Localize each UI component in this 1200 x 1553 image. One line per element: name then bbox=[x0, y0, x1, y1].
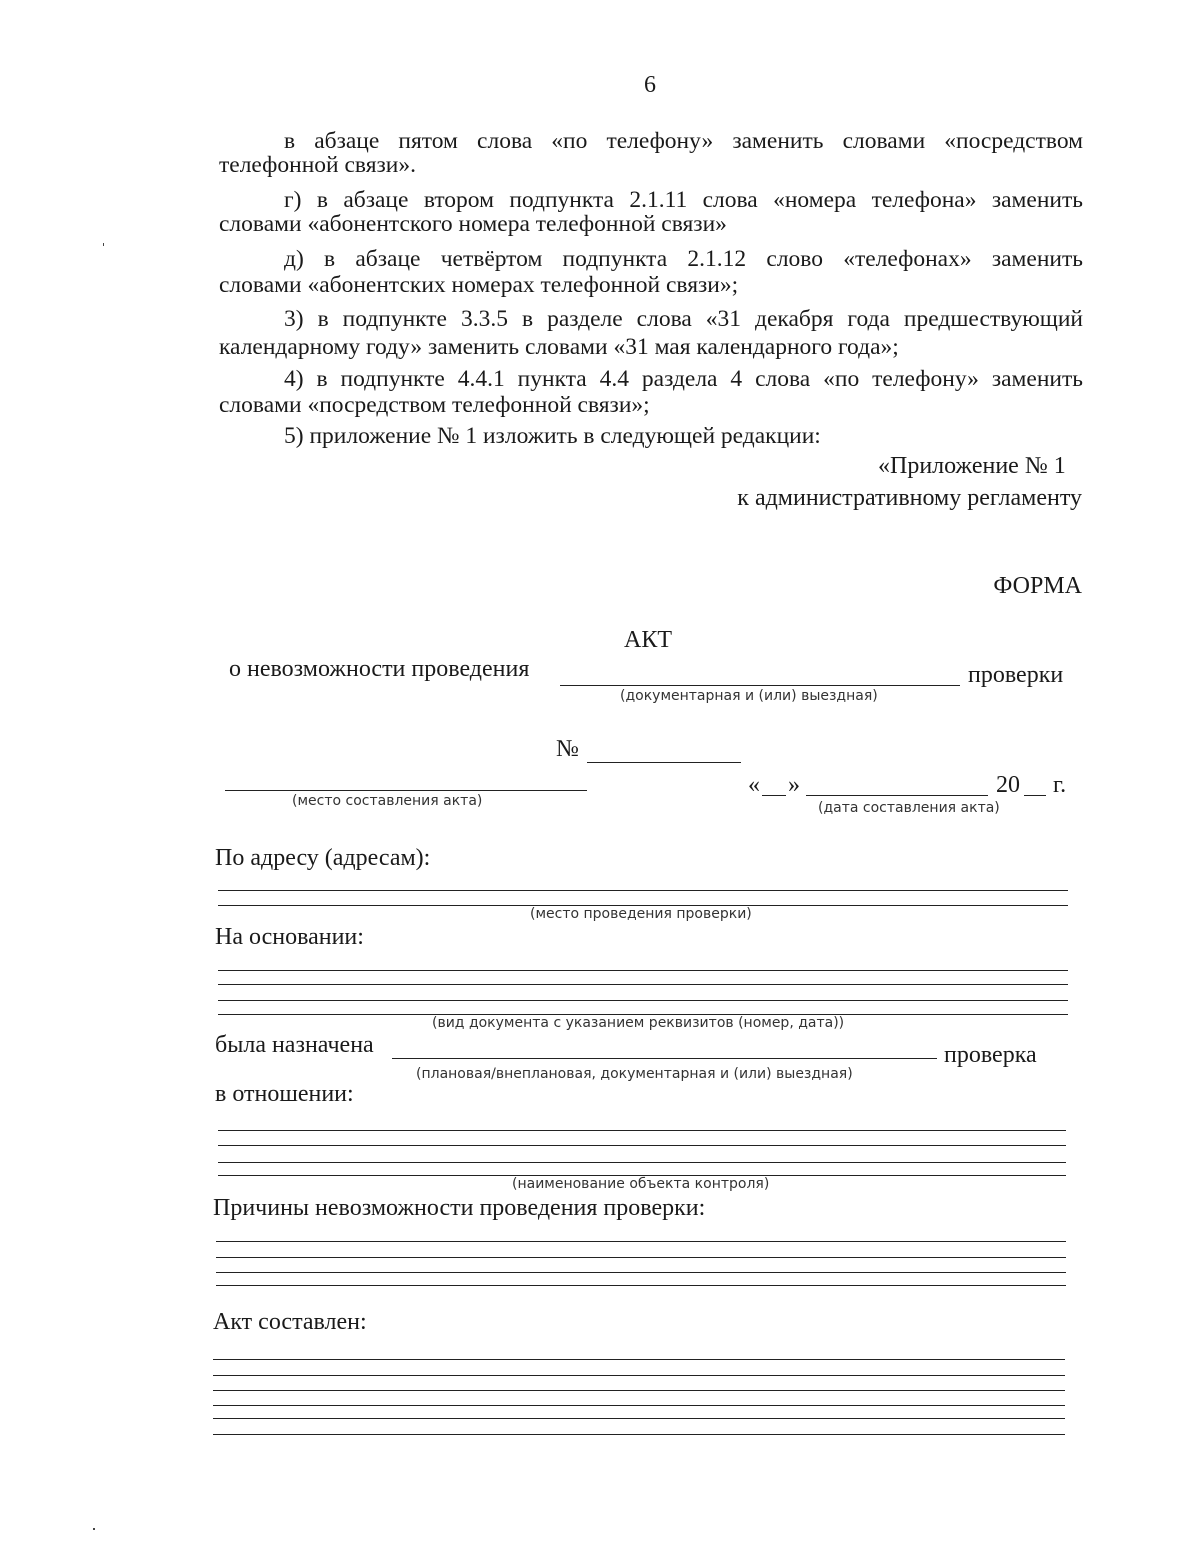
date-quote-open: « bbox=[748, 772, 760, 798]
address-caption: (место проведения проверки) bbox=[530, 906, 752, 922]
compiled-label: Акт составлен: bbox=[213, 1309, 367, 1335]
date-year-line bbox=[1024, 795, 1046, 796]
amendment-line: телефонной связи». bbox=[219, 152, 416, 178]
compiled-line bbox=[213, 1405, 1065, 1406]
basis-line bbox=[218, 1000, 1068, 1001]
regarding-line bbox=[218, 1145, 1066, 1146]
date-year-prefix: 20 bbox=[996, 772, 1020, 798]
place-caption: (место составления акта) bbox=[292, 793, 483, 809]
reasons-line bbox=[216, 1241, 1066, 1242]
compiled-line bbox=[213, 1418, 1065, 1419]
date-month-line bbox=[806, 795, 988, 796]
date-caption: (дата составления акта) bbox=[818, 800, 1000, 816]
amendment-line: календарному году» заменить словами «31 мая календарного года»; bbox=[219, 334, 899, 360]
act-subtitle-left: о невозможности проведения bbox=[229, 656, 530, 682]
regarding-line bbox=[218, 1130, 1066, 1131]
amendment-line: д) в абзаце четвёртом подпункта 2.1.12 слово «телефонах» заменить bbox=[284, 246, 1083, 272]
form-label: ФОРМА bbox=[993, 573, 1082, 599]
scan-speck bbox=[93, 1528, 95, 1530]
basis-line bbox=[218, 984, 1068, 985]
appendix-subtitle: к административному регламенту bbox=[737, 485, 1082, 511]
date-year-suffix: г. bbox=[1053, 772, 1067, 798]
compiled-line bbox=[213, 1390, 1065, 1391]
check-type-line bbox=[560, 685, 960, 686]
assigned-caption: (плановая/внеплановая, документарная и (или) выездная) bbox=[416, 1066, 853, 1082]
place-line bbox=[225, 790, 587, 791]
assigned-label: была назначена bbox=[215, 1032, 374, 1058]
basis-line bbox=[218, 970, 1068, 971]
regarding-line bbox=[218, 1162, 1066, 1163]
reasons-line bbox=[216, 1285, 1066, 1286]
amendment-line: словами «абонентского номера телефонной связи» bbox=[219, 211, 727, 237]
reasons-line bbox=[216, 1272, 1066, 1273]
address-line bbox=[218, 890, 1068, 891]
reasons-line bbox=[216, 1257, 1066, 1258]
amendment-line: 3) в подпункте 3.3.5 в разделе слова «31 декабря года предшествующий bbox=[284, 306, 1083, 332]
amendment-line: 4) в подпункте 4.4.1 пункта 4.4 раздела 4 слова «по телефону» заменить bbox=[284, 366, 1083, 392]
address-label: По адресу (адресам): bbox=[215, 845, 431, 871]
act-subtitle-right: проверки bbox=[968, 662, 1064, 688]
check-type-caption: (документарная и (или) выездная) bbox=[620, 688, 878, 704]
act-number-line bbox=[587, 762, 741, 763]
amendment-line: 5) приложение № 1 изложить в следующей редакции: bbox=[284, 423, 821, 449]
act-title: АКТ bbox=[624, 627, 672, 653]
basis-caption: (вид документа с указанием реквизитов (номер, дата)) bbox=[432, 1015, 845, 1031]
compiled-line bbox=[213, 1359, 1065, 1360]
reasons-label: Причины невозможности проведения проверки: bbox=[213, 1195, 706, 1221]
regarding-label: в отношении: bbox=[215, 1081, 354, 1107]
compiled-line bbox=[213, 1434, 1065, 1435]
date-day-line bbox=[762, 795, 786, 796]
page-number: 6 bbox=[644, 72, 656, 98]
basis-label: На основании: bbox=[215, 924, 364, 950]
amendment-line: г) в абзаце втором подпункта 2.1.11 слова «номера телефона» заменить bbox=[284, 187, 1083, 213]
date-quote-close: » bbox=[788, 772, 800, 798]
amendment-line: в абзаце пятом слова «по телефону» заменить словами «посредством bbox=[284, 128, 1083, 154]
regarding-caption: (наименование объекта контроля) bbox=[512, 1176, 770, 1192]
amendment-line: словами «посредством телефонной связи»; bbox=[219, 392, 650, 418]
assigned-line bbox=[392, 1058, 937, 1059]
assigned-right: проверка bbox=[944, 1042, 1037, 1068]
scan-speck bbox=[103, 243, 104, 246]
appendix-title: «Приложение № 1 bbox=[878, 453, 1066, 479]
compiled-line bbox=[213, 1375, 1065, 1376]
amendment-line: словами «абонентских номерах телефонной связи»; bbox=[219, 272, 739, 298]
act-number-sign: № bbox=[556, 736, 579, 762]
